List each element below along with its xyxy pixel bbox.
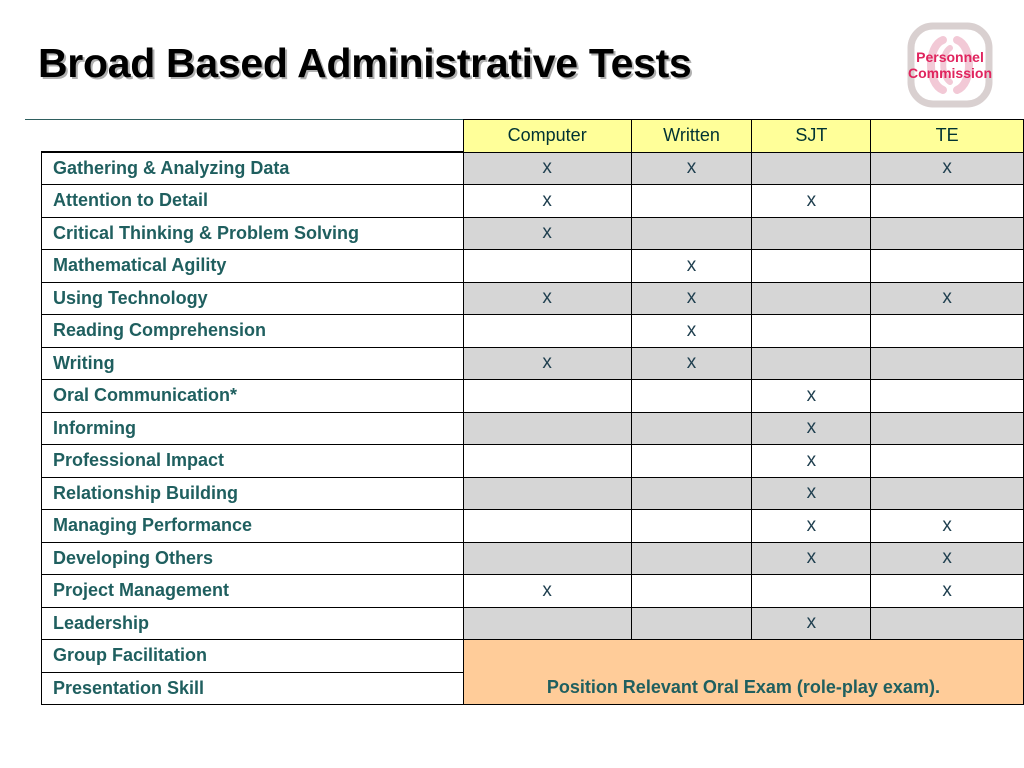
cell-computer	[463, 380, 631, 413]
cell-written	[631, 412, 752, 445]
cell-te: x	[871, 575, 1024, 608]
cell-te: x	[871, 510, 1024, 543]
table-row	[42, 445, 1024, 478]
cell-written	[631, 380, 752, 413]
row-label: Managing Performance	[42, 510, 464, 543]
page-title: Broad Based Administrative Tests	[38, 40, 692, 86]
table-corner	[42, 120, 464, 153]
cell-sjt	[752, 250, 871, 283]
oral-exam-note: Position Relevant Oral Exam (role-play exam).	[463, 640, 1023, 705]
cell-written: x	[631, 347, 752, 380]
cell-computer	[463, 445, 631, 478]
cell-sjt: x	[752, 445, 871, 478]
cell-written: x	[631, 315, 752, 348]
cell-sjt	[752, 315, 871, 348]
cell-sjt: x	[752, 542, 871, 575]
column-header-computer: Computer	[463, 120, 631, 153]
cell-computer	[463, 315, 631, 348]
cell-sjt	[752, 347, 871, 380]
cell-written	[631, 185, 752, 218]
cell-written	[631, 542, 752, 575]
cell-te: x	[871, 152, 1024, 185]
cell-te	[871, 607, 1024, 640]
cell-computer: x	[463, 575, 631, 608]
cell-te	[871, 445, 1024, 478]
cell-computer	[463, 510, 631, 543]
cell-computer: x	[463, 282, 631, 315]
cell-written: x	[631, 152, 752, 185]
cell-written	[631, 217, 752, 250]
row-label: Relationship Building	[42, 477, 464, 510]
row-label: Presentation Skill	[42, 672, 464, 705]
cell-sjt	[752, 282, 871, 315]
row-label: Developing Others	[42, 542, 464, 575]
cell-te	[871, 315, 1024, 348]
column-header-te: TE	[871, 120, 1024, 153]
row-label: Group Facilitation	[42, 640, 464, 673]
logo-line-personnel: Personnel	[916, 49, 984, 65]
row-label: Critical Thinking & Problem Solving	[42, 217, 464, 250]
cell-sjt: x	[752, 185, 871, 218]
cell-written: x	[631, 250, 752, 283]
cell-te	[871, 217, 1024, 250]
cell-computer: x	[463, 185, 631, 218]
cell-computer	[463, 412, 631, 445]
cell-computer: x	[463, 217, 631, 250]
cell-computer: x	[463, 347, 631, 380]
cell-computer: x	[463, 152, 631, 185]
column-header-row	[42, 120, 1024, 153]
row-label: Writing	[42, 347, 464, 380]
row-label: Mathematical Agility	[42, 250, 464, 283]
cell-sjt	[752, 575, 871, 608]
table-row	[42, 607, 1024, 640]
cell-te	[871, 477, 1024, 510]
cell-te	[871, 380, 1024, 413]
cell-computer	[463, 607, 631, 640]
column-header-sjt: SJT	[752, 120, 871, 153]
cell-sjt: x	[752, 607, 871, 640]
table-row	[42, 575, 1024, 608]
row-label: Leadership	[42, 607, 464, 640]
row-label: Oral Communication*	[42, 380, 464, 413]
cell-written: x	[631, 282, 752, 315]
cell-te	[871, 185, 1024, 218]
table-row	[42, 152, 1024, 185]
row-label: Reading Comprehension	[42, 315, 464, 348]
cell-te: x	[871, 282, 1024, 315]
cell-computer	[463, 542, 631, 575]
cell-te	[871, 250, 1024, 283]
table-row	[42, 282, 1024, 315]
cell-sjt: x	[752, 380, 871, 413]
table-row	[42, 542, 1024, 575]
table-row	[42, 250, 1024, 283]
table-row	[42, 185, 1024, 218]
cell-sjt	[752, 152, 871, 185]
table-row	[42, 380, 1024, 413]
cell-written	[631, 575, 752, 608]
cell-sjt: x	[752, 477, 871, 510]
cell-written	[631, 607, 752, 640]
row-label: Informing	[42, 412, 464, 445]
cell-sjt: x	[752, 510, 871, 543]
row-label: Project Management	[42, 575, 464, 608]
cell-sjt: x	[752, 412, 871, 445]
row-label: Attention to Detail	[42, 185, 464, 218]
row-label: Gathering & Analyzing Data	[42, 152, 464, 185]
cell-te	[871, 347, 1024, 380]
table-row	[42, 640, 1024, 673]
table-row	[42, 477, 1024, 510]
competency-test-matrix	[41, 119, 1024, 705]
cell-te	[871, 412, 1024, 445]
table-row	[42, 347, 1024, 380]
cell-written	[631, 477, 752, 510]
personnel-commission-logo	[895, 20, 1005, 112]
table-row	[42, 412, 1024, 445]
row-label: Professional Impact	[42, 445, 464, 478]
cell-computer	[463, 477, 631, 510]
row-label: Using Technology	[42, 282, 464, 315]
cell-te: x	[871, 542, 1024, 575]
table-row	[42, 217, 1024, 250]
table-row	[42, 315, 1024, 348]
cell-written	[631, 510, 752, 543]
column-header-written: Written	[631, 120, 752, 153]
logo-line-commission: Commission	[907, 65, 992, 81]
table-row	[42, 510, 1024, 543]
cell-sjt	[752, 217, 871, 250]
cell-written	[631, 445, 752, 478]
cell-computer	[463, 250, 631, 283]
